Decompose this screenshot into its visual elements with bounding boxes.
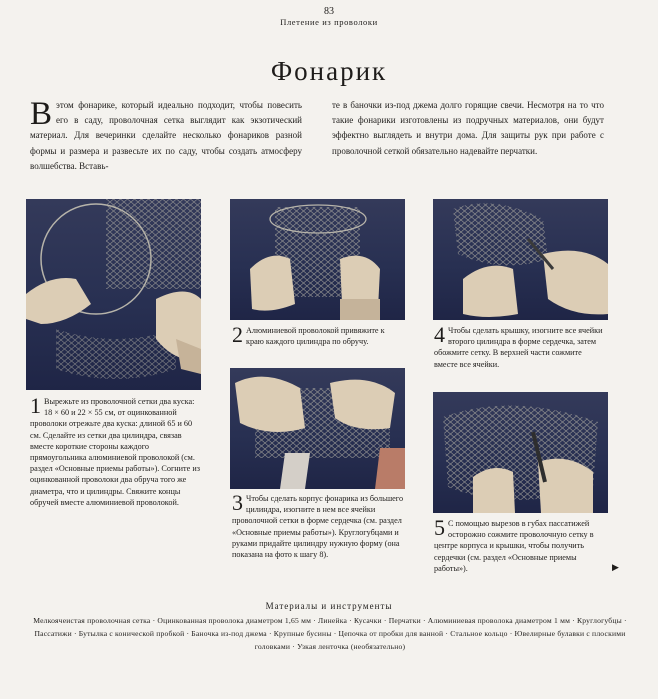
section-title: Плетение из проволоки	[280, 17, 378, 27]
materials-list: Мелкоячеистая проволочная сетка · Оцинкованная проволока диаметром 1,65 мм · Линейка · Кусачки · Перчатки · Алюминиевая проволока диаметром 1 мм · Круглогубцы · Пассатижи · Бутылка с конической пробкой · Баночка из-под джема · Крупные бусины · Цепочка от пробки для ванной · Стальное кольцо · Ювелирные булавки с плоскими головками · Узкая ленточка (необязательно)	[33, 616, 627, 651]
step1-photo	[26, 199, 201, 390]
step-4	[434, 322, 606, 370]
materials-title: Материалы и инструменты	[265, 601, 393, 611]
step-2	[232, 322, 404, 347]
hands-fitting-lid-photo	[433, 199, 608, 320]
step-4-text: Чтобы сделать крышку, изогните все ячейки второго цилиндра в форме сердечка, затем обожмите сетку. В верхней части сожмите вместе все ячейки.	[434, 326, 603, 369]
continue-arrow-icon: ▶	[612, 563, 619, 573]
step-3-number: 3	[232, 490, 243, 515]
page-title: Фонарик	[270, 56, 388, 86]
hands-cutting-wire-mesh-photo	[26, 199, 201, 390]
step-3-text: Чтобы сделать корпус фонарика из большего цилиндра, изогните в нем все ячейки проволочной сетки в форме сердечка (см. раздел «Основные приемы работы»). Круглогубцами и руками придайте цилиндру нужную форму (она показана на фото к шагу 8).	[232, 494, 404, 560]
step-5-text: С помощью вырезов в губах пассатижей осторожно сожмите проволочную сетку в центре корпуса и крышки, чтобы получить сердечки (см. раздел «Основные приемы работы»).	[434, 519, 594, 573]
hands-shaping-mesh-cylinder-photo	[230, 368, 405, 489]
step-4-number: 4	[434, 322, 445, 347]
intro-left-text: этом фонарике, который идеально подходит, чтобы повесить его в саду, проволочная сетка выглядит как экзотический материал. Для вечеринки сделайте несколько фонариков разной формы и размера и развесьте их по саду, чтобы создать атмосферу волшебства. Вставь-	[30, 100, 302, 171]
drop-cap: В	[30, 96, 53, 132]
step-3	[232, 490, 404, 560]
step-2-number: 2	[232, 322, 243, 347]
step2-photo	[230, 199, 405, 320]
page-number: 83	[324, 6, 334, 17]
step-5-number: 5	[434, 515, 445, 540]
step-1-text: Вырежьте из проволочной сетки два куска: 18 × 60 и 22 × 55 см, от оцинкованной проволоки отрежьте два куска: длиной 65 и 60 см. Сделайте из сетки два цилиндра, связав вместе короткие стороны каждого прямоугольника алюминиевой проволокой (см. раздел «Основные приемы работы»). Согните из оцинкованной проволоки два обруча того же диаметра, что и цилиндры. Свяжите концы обручей вместе алюминиевой проволокой.	[30, 397, 200, 507]
step-5	[434, 515, 606, 574]
step3-photo	[230, 368, 405, 489]
step-1	[30, 393, 200, 508]
intro-right-column: те в баночки из-под джема долго горящие свечи. Несмотря на то что такие фонарики изготовлены из подручных материалов, они будут эффектно выглядеть и внутри дома. Для защиты рук при работе с проволочной сеткой обязательно надевайте перчатки.	[332, 100, 604, 156]
hands-shaping-wire-mesh-photo	[433, 392, 608, 513]
step4-photo	[433, 199, 608, 320]
step-1-number: 1	[30, 393, 41, 418]
intro-left-column	[30, 98, 302, 174]
step-2-text: Алюминиевой проволокой привяжите к краю каждого цилиндра по обручу.	[246, 326, 385, 347]
step5-photo	[433, 392, 608, 513]
hands-holding-mesh-cylinder-photo	[230, 199, 405, 320]
